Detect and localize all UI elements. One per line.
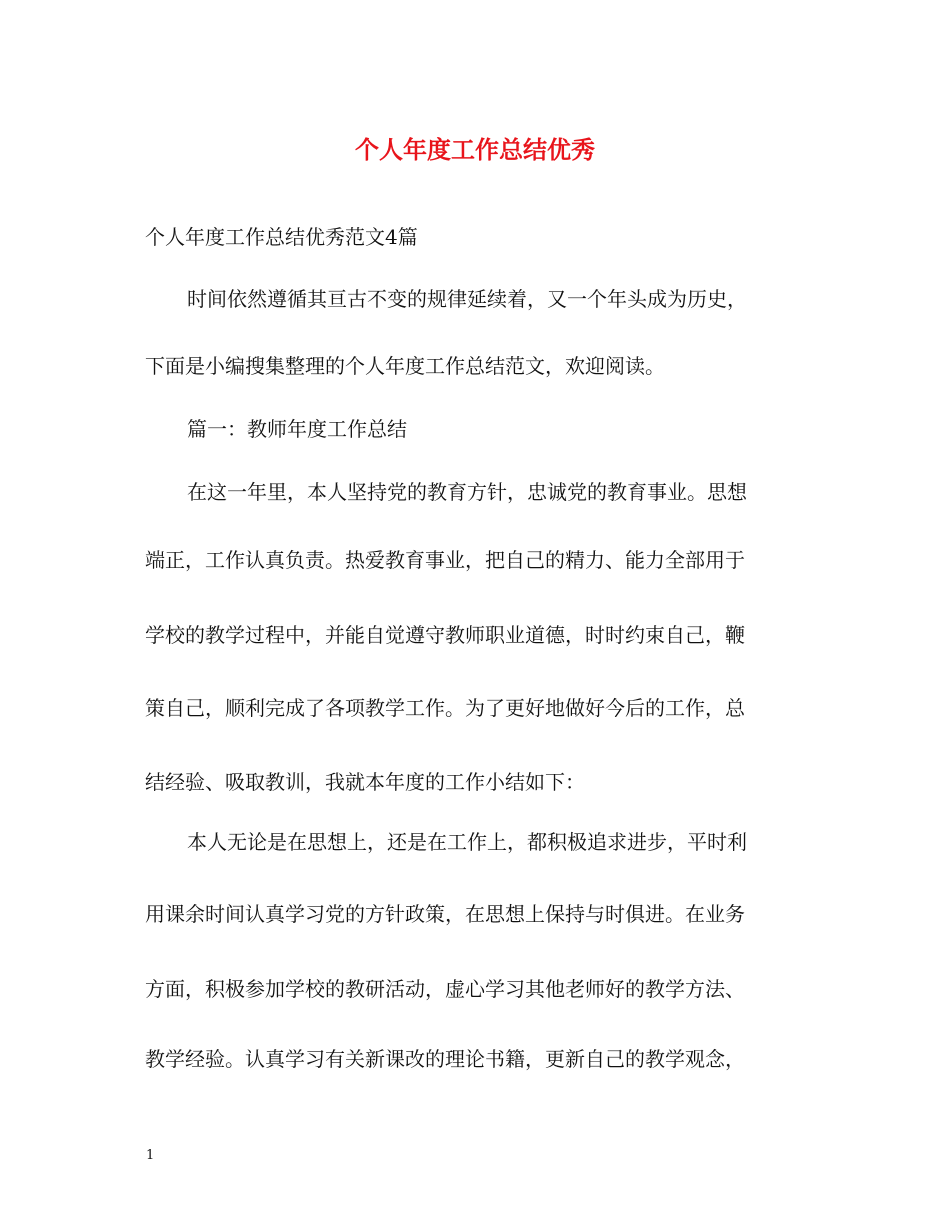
- paragraph-line: 本人无论是在思想上，还是在工作上，都积极追求进步，平时利: [187, 830, 747, 854]
- paragraph-line: 学校的教学过程中，并能自觉遵守教师职业道德，时时约束自己，鞭: [145, 623, 745, 647]
- page-number: 1: [146, 1148, 155, 1163]
- paragraph-line: 时间依然遵循其亘古不变的规律延续着，又一个年头成为历史，: [187, 287, 747, 311]
- paragraph-line: 用课余时间认真学习党的方针政策，在思想上保持与时俱进。在业务: [145, 902, 745, 926]
- paragraph-line: 端正，工作认真负责。热爱教育事业，把自己的精力、能力全部用于: [145, 548, 745, 572]
- document-subtitle: 个人年度工作总结优秀范文4篇: [145, 225, 418, 249]
- section-heading: 篇一：教师年度工作总结: [187, 417, 407, 441]
- paragraph-line: 下面是小编搜集整理的个人年度工作总结范文，欢迎阅读。: [145, 354, 665, 378]
- paragraph-line: 策自己，顺利完成了各项教学工作。为了更好地做好今后的工作，总: [145, 696, 745, 720]
- paragraph-line: 结经验、吸取教训，我就本年度的工作小结如下：: [145, 770, 585, 794]
- document-title: 个人年度工作总结优秀: [355, 135, 595, 164]
- paragraph-line: 教学经验。认真学习有关新课改的理论书籍，更新自己的教学观念，: [145, 1047, 745, 1071]
- paragraph-line: 在这一年里，本人坚持党的教育方针，忠诚党的教育事业。思想: [187, 480, 747, 504]
- paragraph-line: 方面，积极参加学校的教研活动，虚心学习其他老师好的教学方法、: [145, 977, 745, 1001]
